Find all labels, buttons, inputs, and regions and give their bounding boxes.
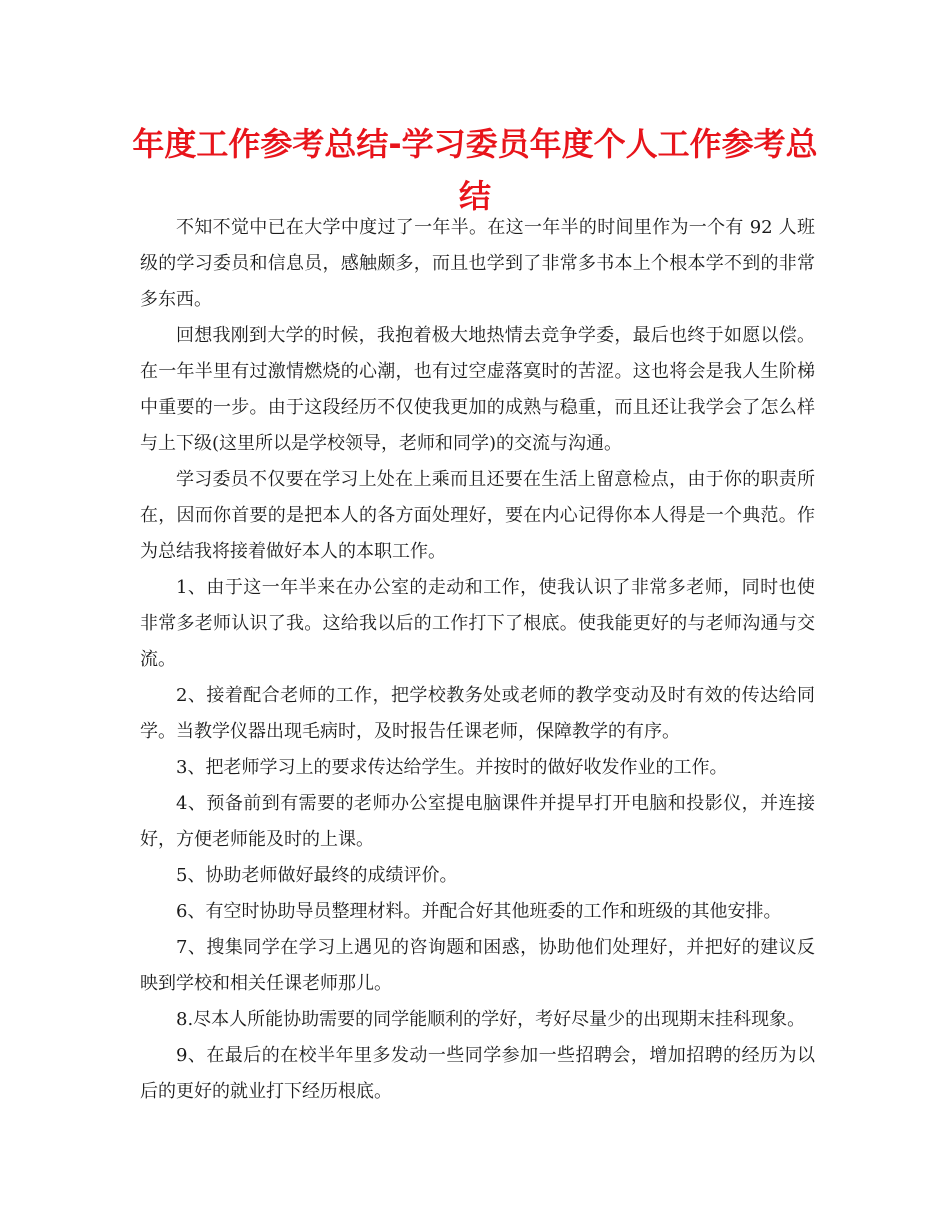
paragraph-item-3: 3、把老师学习上的要求传达给学生。并按时的做好收发作业的工作。 xyxy=(176,757,728,778)
paragraph-intro: 不知不觉中已在大学中度过了一年半。在这一年半的时间里作为一个有 92 人班级的学习委员和信息员，感触颇多，而且也学到了非常多书本上个根本学不到的非常多东西。 xyxy=(140,217,815,310)
document-body xyxy=(140,210,815,1110)
paragraph-item-5: 5、协助老师做好最终的成绩评价。 xyxy=(176,865,458,886)
paragraph-item-8: 8.尽本人所能协助需要的同学能顺利的学好，考好尽量少的出现期末挂科现象。 xyxy=(176,1009,806,1030)
paragraph-item-6: 6、有空时协助导员整理材料。并配合好其他班委的工作和班级的其他安排。 xyxy=(176,901,782,922)
paragraph-item-4: 4、预备前到有需要的老师办公室提电脑课件并提早打开电脑和投影仪，并连接好，方便老师能及时的上课。 xyxy=(140,793,815,850)
paragraph-recollection: 回想我刚到大学的时候，我抱着极大地热情去竞争学委，最后也终于如愿以偿。在一年半里有过激情燃烧的心潮，也有过空虚落寞时的苦涩。这也将会是我人生阶梯中重要的一步。由于这段经历不仅使我更加的成熟与稳重，而且还让我学会了怎么样与上下级(这里所以是学校领导，老师和同学)的交流与沟通。 xyxy=(140,325,815,454)
paragraph-item-2: 2、接着配合老师的工作，把学校教务处或老师的教学变动及时有效的传达给同学。当教学仪器出现毛病时，及时报告任课老师，保障教学的有序。 xyxy=(140,685,815,742)
paragraph-duties: 学习委员不仅要在学习上处在上乘而且还要在生活上留意检点，由于你的职责所在，因而你首要的是把本人的各方面处理好，要在内心记得你本人得是一个典范。作为总结我将接着做好本人的本职工作。 xyxy=(140,469,815,562)
paragraph-item-7: 7、搜集同学在学习上遇见的咨询题和困惑，协助他们处理好，并把好的建议反映到学校和相关任课老师那儿。 xyxy=(140,937,815,994)
document-title: 年度工作参考总结-学习委员年度个人工作参考总结 xyxy=(132,125,818,215)
paragraph-item-1: 1、由于这一年半来在办公室的走动和工作，使我认识了非常多老师，同时也使非常多老师认识了我。这给我以后的工作打下了根底。使我能更好的与老师沟通与交流。 xyxy=(140,577,815,670)
paragraph-item-9: 9、在最后的在校半年里多发动一些同学参加一些招聘会，增加招聘的经历为以后的更好的就业打下经历根底。 xyxy=(140,1045,815,1102)
